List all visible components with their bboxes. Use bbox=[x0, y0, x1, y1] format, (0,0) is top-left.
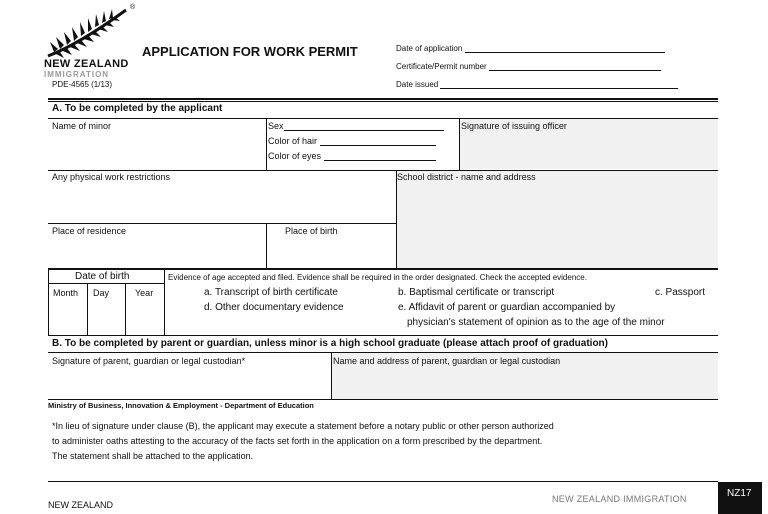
parent-signature-label: Signature of parent, guardian or legal custodian* bbox=[52, 356, 246, 366]
footer-agency: NEW ZEALAND IMMIGRATION bbox=[552, 494, 687, 504]
place-of-birth-label: Place of birth bbox=[285, 226, 338, 236]
evidence-option-e[interactable]: e. Affidavit of parent or guardian accompanied by bbox=[398, 302, 616, 313]
parent-name-address-label: Name and address of parent, guardian or legal custodian bbox=[333, 356, 561, 366]
sex-field[interactable]: Sex bbox=[268, 121, 444, 131]
registered-mark: ® bbox=[130, 4, 136, 11]
certificate-number-field[interactable]: Certificate/Permit number bbox=[396, 61, 661, 71]
section-a-heading: A. To be completed by the applicant bbox=[52, 103, 223, 114]
eye-color-field[interactable]: Color of eyes bbox=[268, 151, 436, 161]
footnote-line1: *In lieu of signature under clause (B), the applicant may execute a statement before a notary public or other person authorized bbox=[52, 421, 554, 431]
footer-country: NEW ZEALAND bbox=[48, 500, 114, 510]
footnote-line2: to administer oaths attesting to the accuracy of the facts set forth in the application on a form prescribed by the department. bbox=[52, 436, 543, 446]
evidence-option-a[interactable]: a. Transcript of birth certificate bbox=[204, 287, 338, 298]
school-district-label: School district - name and address bbox=[397, 172, 536, 182]
day-label: Day bbox=[93, 288, 110, 298]
evidence-option-e-continued: physician's statement of opinion as to the age of the minor bbox=[407, 317, 665, 328]
school-district-box[interactable] bbox=[396, 171, 718, 268]
work-restrictions-label: Any physical work restrictions bbox=[52, 172, 171, 182]
page-code: NZ17 bbox=[727, 488, 752, 499]
divider bbox=[48, 98, 718, 100]
logo-text-line1: NEW ZEALAND bbox=[44, 58, 129, 70]
form-code: PDE-4565 (1/13) bbox=[52, 80, 113, 89]
fern-icon bbox=[44, 6, 140, 58]
evidence-heading: Evidence of age accepted and filed. Evidence shall be required in the order designated. Check the accepted evidence. bbox=[168, 273, 587, 282]
date-of-birth-label: Date of birth bbox=[75, 271, 130, 282]
evidence-option-c[interactable]: c. Passport bbox=[655, 287, 706, 298]
ministry-text: Ministry of Business, Innovation & Employment - Department of Education bbox=[48, 401, 314, 410]
date-issued-field[interactable]: Date issued bbox=[396, 79, 678, 89]
name-of-minor-label: Name of minor bbox=[52, 121, 112, 131]
month-label: Month bbox=[53, 288, 79, 298]
place-of-residence-label: Place of residence bbox=[52, 226, 127, 236]
signature-officer-label: Signature of issuing officer bbox=[461, 121, 567, 131]
evidence-option-b[interactable]: b. Baptismal certificate or transcript bbox=[398, 287, 555, 298]
footer-divider bbox=[48, 481, 718, 482]
section-b-heading: B. To be completed by parent or guardian, unless minor is a high school graduate (please attach proof of graduation) bbox=[52, 338, 608, 349]
divider bbox=[48, 101, 718, 102]
footnote-line3: The statement shall be attached to the application. bbox=[52, 451, 254, 461]
date-of-application-field[interactable]: Date of application bbox=[396, 43, 665, 53]
evidence-option-d[interactable]: d. Other documentary evidence bbox=[204, 302, 344, 313]
logo-text-line2: IMMIGRATION bbox=[44, 70, 110, 79]
hair-color-field[interactable]: Color of hair bbox=[268, 136, 436, 146]
year-label: Year bbox=[135, 288, 154, 298]
page-title: APPLICATION FOR WORK PERMIT bbox=[142, 44, 358, 59]
